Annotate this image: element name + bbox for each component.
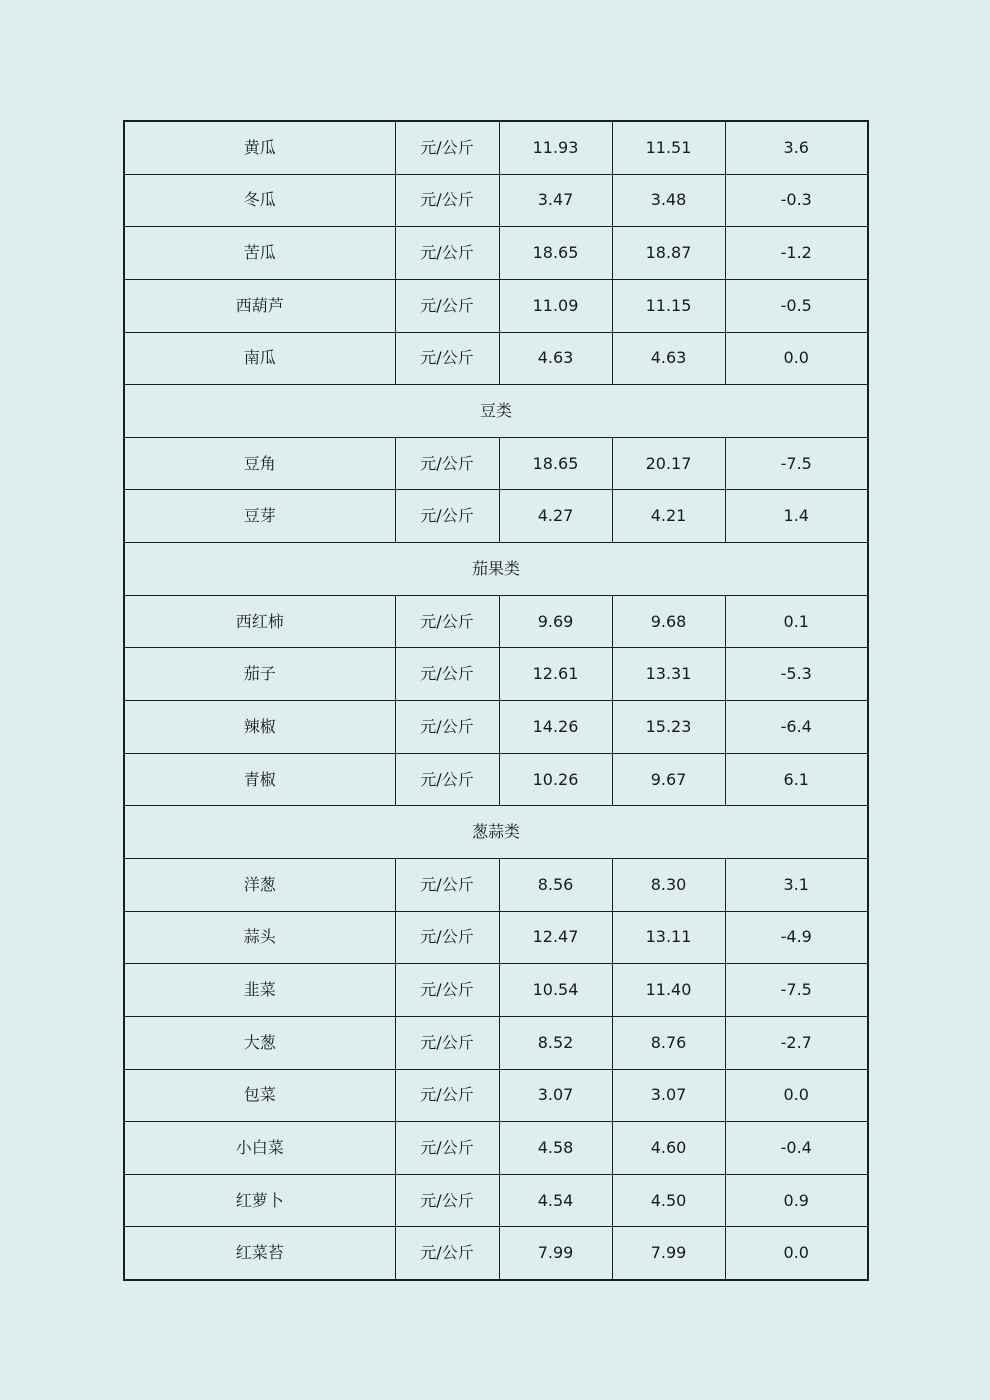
item-name-cell: 西葫芦	[124, 279, 395, 332]
change-percent-cell: -7.5	[725, 437, 868, 490]
current-price-cell: 4.63	[499, 332, 612, 385]
table-row	[124, 911, 868, 964]
item-name-cell: 冬瓜	[124, 174, 395, 227]
table-row	[124, 227, 868, 280]
previous-price-cell: 3.48	[612, 174, 725, 227]
unit-cell: 元/公斤	[395, 332, 499, 385]
change-percent-cell: -0.4	[725, 1122, 868, 1175]
current-price-cell: 8.52	[499, 1016, 612, 1069]
item-name-cell: 辣椒	[124, 701, 395, 754]
previous-price-cell: 4.50	[612, 1174, 725, 1227]
table-row	[124, 858, 868, 911]
change-percent-cell: 0.1	[725, 595, 868, 648]
change-percent-cell: -0.3	[725, 174, 868, 227]
vegetable-price-table	[123, 120, 869, 1281]
unit-cell: 元/公斤	[395, 279, 499, 332]
current-price-cell: 10.26	[499, 753, 612, 806]
item-name-cell: 红菜苔	[124, 1227, 395, 1280]
item-name-cell: 黄瓜	[124, 121, 395, 174]
item-name-cell: 南瓜	[124, 332, 395, 385]
previous-price-cell: 9.68	[612, 595, 725, 648]
category-row	[124, 806, 868, 859]
change-percent-cell: -6.4	[725, 701, 868, 754]
previous-price-cell: 7.99	[612, 1227, 725, 1280]
table-row	[124, 1122, 868, 1175]
previous-price-cell: 9.67	[612, 753, 725, 806]
table-row	[124, 437, 868, 490]
item-name-cell: 红萝卜	[124, 1174, 395, 1227]
table-row	[124, 332, 868, 385]
previous-price-cell: 20.17	[612, 437, 725, 490]
item-name-cell: 苦瓜	[124, 227, 395, 280]
change-percent-cell: 0.0	[725, 1227, 868, 1280]
category-row	[124, 385, 868, 438]
table-row	[124, 174, 868, 227]
item-name-cell: 蒜头	[124, 911, 395, 964]
table-row	[124, 1227, 868, 1280]
change-percent-cell: 3.6	[725, 121, 868, 174]
unit-cell: 元/公斤	[395, 911, 499, 964]
previous-price-cell: 3.07	[612, 1069, 725, 1122]
current-price-cell: 12.61	[499, 648, 612, 701]
current-price-cell: 11.93	[499, 121, 612, 174]
current-price-cell: 4.27	[499, 490, 612, 543]
item-name-cell: 青椒	[124, 753, 395, 806]
current-price-cell: 12.47	[499, 911, 612, 964]
previous-price-cell: 8.30	[612, 858, 725, 911]
unit-cell: 元/公斤	[395, 701, 499, 754]
item-name-cell: 大葱	[124, 1016, 395, 1069]
unit-cell: 元/公斤	[395, 964, 499, 1017]
current-price-cell: 9.69	[499, 595, 612, 648]
item-name-cell: 豆芽	[124, 490, 395, 543]
table-row	[124, 1174, 868, 1227]
table-row	[124, 121, 868, 174]
previous-price-cell: 18.87	[612, 227, 725, 280]
current-price-cell: 10.54	[499, 964, 612, 1017]
previous-price-cell: 8.76	[612, 1016, 725, 1069]
current-price-cell: 7.99	[499, 1227, 612, 1280]
unit-cell: 元/公斤	[395, 227, 499, 280]
change-percent-cell: 6.1	[725, 753, 868, 806]
previous-price-cell: 13.11	[612, 911, 725, 964]
current-price-cell: 18.65	[499, 227, 612, 280]
change-percent-cell: -4.9	[725, 911, 868, 964]
previous-price-cell: 15.23	[612, 701, 725, 754]
item-name-cell: 小白菜	[124, 1122, 395, 1175]
table-body	[124, 121, 868, 1280]
current-price-cell: 4.54	[499, 1174, 612, 1227]
table-row	[124, 648, 868, 701]
item-name-cell: 豆角	[124, 437, 395, 490]
table-row	[124, 595, 868, 648]
unit-cell: 元/公斤	[395, 1122, 499, 1175]
current-price-cell: 18.65	[499, 437, 612, 490]
previous-price-cell: 13.31	[612, 648, 725, 701]
item-name-cell: 西红柿	[124, 595, 395, 648]
table-row	[124, 1016, 868, 1069]
unit-cell: 元/公斤	[395, 595, 499, 648]
change-percent-cell: -5.3	[725, 648, 868, 701]
change-percent-cell: -7.5	[725, 964, 868, 1017]
unit-cell: 元/公斤	[395, 174, 499, 227]
item-name-cell: 茄子	[124, 648, 395, 701]
category-label: 豆类	[124, 385, 868, 438]
table-row	[124, 753, 868, 806]
item-name-cell: 包菜	[124, 1069, 395, 1122]
unit-cell: 元/公斤	[395, 858, 499, 911]
unit-cell: 元/公斤	[395, 1016, 499, 1069]
current-price-cell: 14.26	[499, 701, 612, 754]
previous-price-cell: 4.21	[612, 490, 725, 543]
unit-cell: 元/公斤	[395, 121, 499, 174]
unit-cell: 元/公斤	[395, 1174, 499, 1227]
category-row	[124, 543, 868, 596]
table-row	[124, 964, 868, 1017]
current-price-cell: 4.58	[499, 1122, 612, 1175]
table-row	[124, 490, 868, 543]
current-price-cell: 8.56	[499, 858, 612, 911]
unit-cell: 元/公斤	[395, 648, 499, 701]
previous-price-cell: 11.15	[612, 279, 725, 332]
change-percent-cell: -1.2	[725, 227, 868, 280]
current-price-cell: 11.09	[499, 279, 612, 332]
change-percent-cell: 0.9	[725, 1174, 868, 1227]
change-percent-cell: -2.7	[725, 1016, 868, 1069]
category-label: 葱蒜类	[124, 806, 868, 859]
table-row	[124, 1069, 868, 1122]
unit-cell: 元/公斤	[395, 753, 499, 806]
table-row	[124, 279, 868, 332]
change-percent-cell: 3.1	[725, 858, 868, 911]
current-price-cell: 3.07	[499, 1069, 612, 1122]
current-price-cell: 3.47	[499, 174, 612, 227]
previous-price-cell: 11.40	[612, 964, 725, 1017]
previous-price-cell: 4.60	[612, 1122, 725, 1175]
table-row	[124, 701, 868, 754]
unit-cell: 元/公斤	[395, 437, 499, 490]
unit-cell: 元/公斤	[395, 1069, 499, 1122]
previous-price-cell: 4.63	[612, 332, 725, 385]
category-label: 茄果类	[124, 543, 868, 596]
unit-cell: 元/公斤	[395, 490, 499, 543]
item-name-cell: 韭菜	[124, 964, 395, 1017]
item-name-cell: 洋葱	[124, 858, 395, 911]
unit-cell: 元/公斤	[395, 1227, 499, 1280]
change-percent-cell: 0.0	[725, 1069, 868, 1122]
change-percent-cell: 1.4	[725, 490, 868, 543]
previous-price-cell: 11.51	[612, 121, 725, 174]
change-percent-cell: 0.0	[725, 332, 868, 385]
change-percent-cell: -0.5	[725, 279, 868, 332]
